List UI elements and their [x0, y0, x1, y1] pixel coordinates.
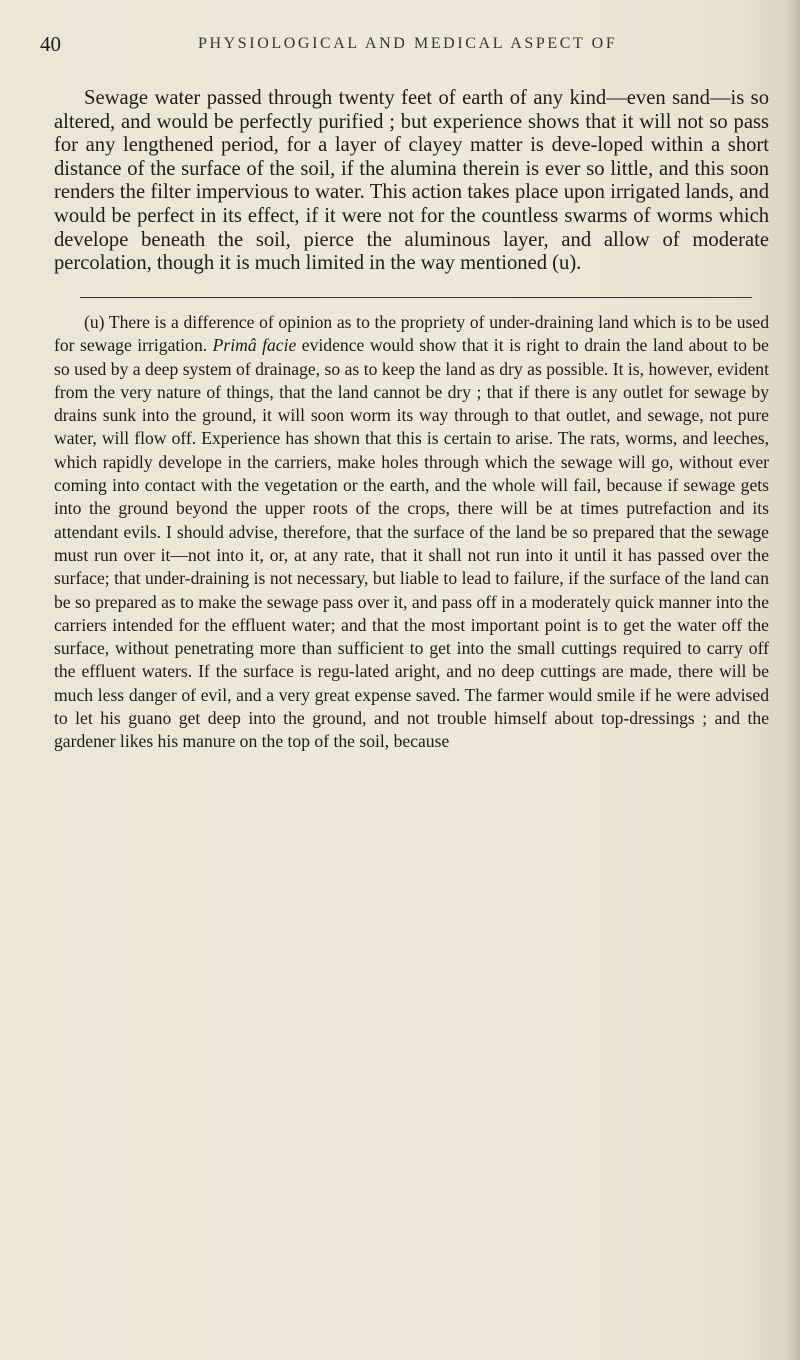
footnote-divider	[80, 297, 752, 298]
running-title: PHYSIOLOGICAL AND MEDICAL ASPECT OF	[198, 35, 618, 52]
page-number: 40	[40, 32, 61, 56]
footnote-marker: (u)	[84, 312, 105, 332]
footnote-text-part-1: There is a difference of opinion as to the propriety of under-draining land which is to be used for sewage irrigation.	[54, 312, 769, 356]
running-header	[40, 32, 770, 62]
footnote	[54, 311, 769, 754]
footnote-text-part-2: evidence would show that it is right to drain the land about to be so used by a deep system of drainage, so as to keep the land as dry as possible. It is, however, evident from the very nature of things, that the land cannot be dry ; that if there is any outlet for sewage by drains sunk into the ground, it will soon worm its way through to that outlet, and sewage, not pure water, will flow off. Experience has shown that this is certain to arise. The rats, worms, and leeches, which rapidly develope in the carriers, make holes through which the sewage will go, without ever coming into contact with the vegetation or the earth, and the whole will fail, because if sewage gets into the ground beyond the upper roots of the crops, there will be at times putrefaction and its attendant evils. I should advise, therefore, that the surface of the land be so prepared that the sewage must run over it—not into it, or, at any rate, that it shall not run into it until it has passed over the surface; that under-draining is not necessary, but liable to lead to failure, if the surface of the land can be so prepared as to make the sewage pass over it, and pass off in a moderately quick manner into the carriers intended for the effluent water; and that the most important point is to get the water off the surface, without penetrating more than sufficient to get into the small cuttings required to carry off the effluent waters. If the surface is regu-lated aright, and no deep cuttings are made, there will be much less danger of evil, and a very great expense saved. The farmer would smile if he were advised to let his guano get deep into the ground, and not trouble himself about top-dressings ; and the gardener likes his manure on the top of the soil, because	[54, 335, 769, 752]
page-edge-shadow	[786, 0, 800, 1360]
footnote-italic-phrase: Primâ facie	[212, 335, 297, 356]
main-paragraph: Sewage water passed through twenty feet of earth of any kind—even sand—is so altered, and would be perfectly purified ; but experience shows that it will not so pass for any lengthened period, for a layer of clayey matter is deve-loped within a short distance of the surface of the soil, if the alumina therein is ever so little, and this soon renders the filter impervious to water. This action takes place upon irrigated lands, and would be perfect in its effect, if it were not for the countless swarms of worms which develope beneath the soil, pierce the aluminous layer, and allow of moderate percolation, though it is much limited in the way mentioned (u).	[54, 87, 769, 275]
